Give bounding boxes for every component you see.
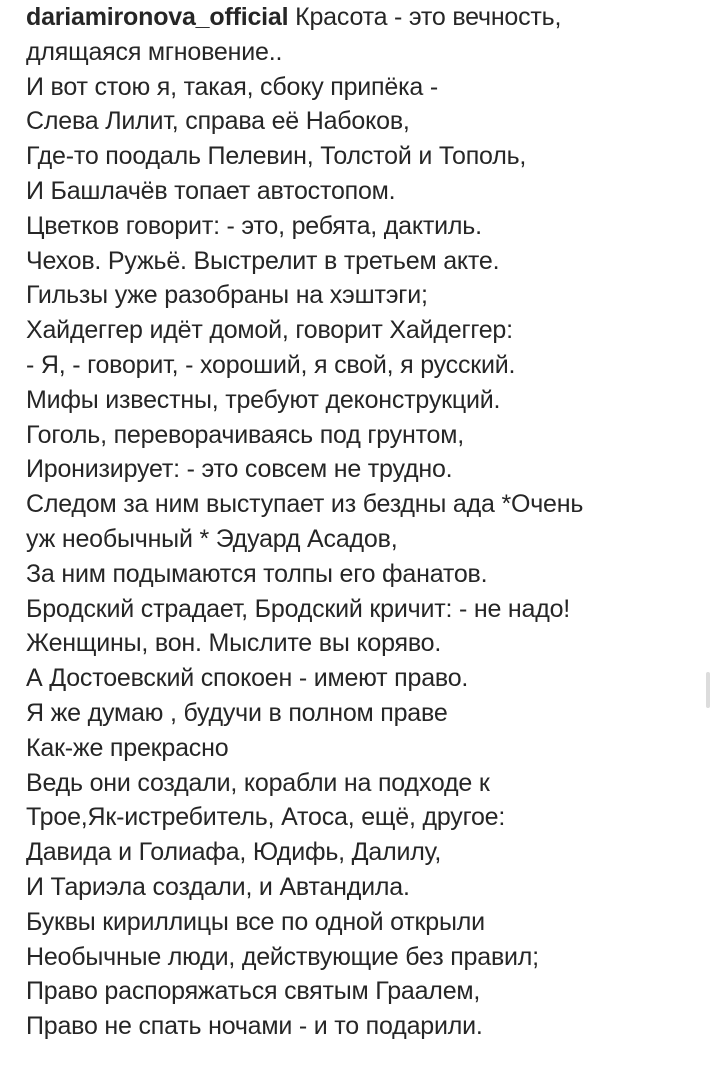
caption-line: Следом за ним выступает из бездны ада *Очень <box>26 490 584 519</box>
caption-first-line <box>26 0 706 35</box>
caption-line: Женщины, вон. Мыслите вы коряво. <box>26 629 442 658</box>
caption-line: Цветков говорит: - это, ребята, дактиль. <box>26 211 482 240</box>
caption-line: Слева Лилит, справа её Набоков, <box>26 107 410 136</box>
caption-line: Хайдеггер идёт домой, говорит Хайдеггер: <box>26 316 513 345</box>
caption-line: За ним подымаются толпы его фанатов. <box>26 559 488 588</box>
caption-line: Гоголь, переворачиваясь под грунтом, <box>26 420 464 449</box>
caption-line: Давида и Голиафа, Юдифь, Далилу, <box>26 838 442 867</box>
caption-line: И Башлачёв топает автостопом. <box>26 176 396 205</box>
caption-line: И Тариэла создали, и Автандила. <box>26 872 410 901</box>
caption-line: Я же думаю , будучи в полном праве <box>26 698 448 727</box>
caption-line: Иронизирует: - это совсем не трудно. <box>26 455 453 484</box>
caption-line: Где-то поодаль Пелевин, Толстой и Тополь, <box>26 142 527 171</box>
caption-line: Мифы известны, требуют деконструкций. <box>26 385 501 414</box>
caption-line: И вот стою я, такая, сбоку припёка - <box>26 72 438 101</box>
caption-line: Чехов. Ружьё. Выстрелит в третьем акте. <box>26 246 500 275</box>
username-link[interactable]: dariamironova_official <box>26 3 289 31</box>
caption-line: Трое,Як-истребитель, Атоса, ещё, другое: <box>26 803 506 832</box>
caption-line: - Я, - говорит, - хороший, я свой, я русский. <box>26 350 516 379</box>
caption-line: Как-же прекрасно <box>26 733 229 762</box>
caption-line: Гильзы уже разобраны на хэштэги; <box>26 281 428 310</box>
caption-line: Ведь они создали, корабли на подходе к <box>26 768 490 797</box>
caption-line: Бродский страдает, Бродский кричит: - не надо! <box>26 594 571 623</box>
caption-line: длящаяся мгновение.. <box>26 37 283 66</box>
scrollbar-thumb[interactable] <box>706 672 710 708</box>
caption-text: Красота - это вечность, <box>288 3 562 31</box>
caption-line: Право не спать ночами - и то подарили. <box>26 1012 483 1041</box>
post-caption <box>26 0 706 1044</box>
caption-line: Необычные люди, действующие без правил; <box>26 942 539 971</box>
caption-line: Буквы кириллицы все по одной открыли <box>26 907 485 936</box>
caption-line: А Достоевский спокоен - имеют право. <box>26 664 469 693</box>
caption-line: Право распоряжаться святым Граалем, <box>26 977 481 1006</box>
caption-line: уж необычный * Эдуард Асадов, <box>26 524 398 553</box>
